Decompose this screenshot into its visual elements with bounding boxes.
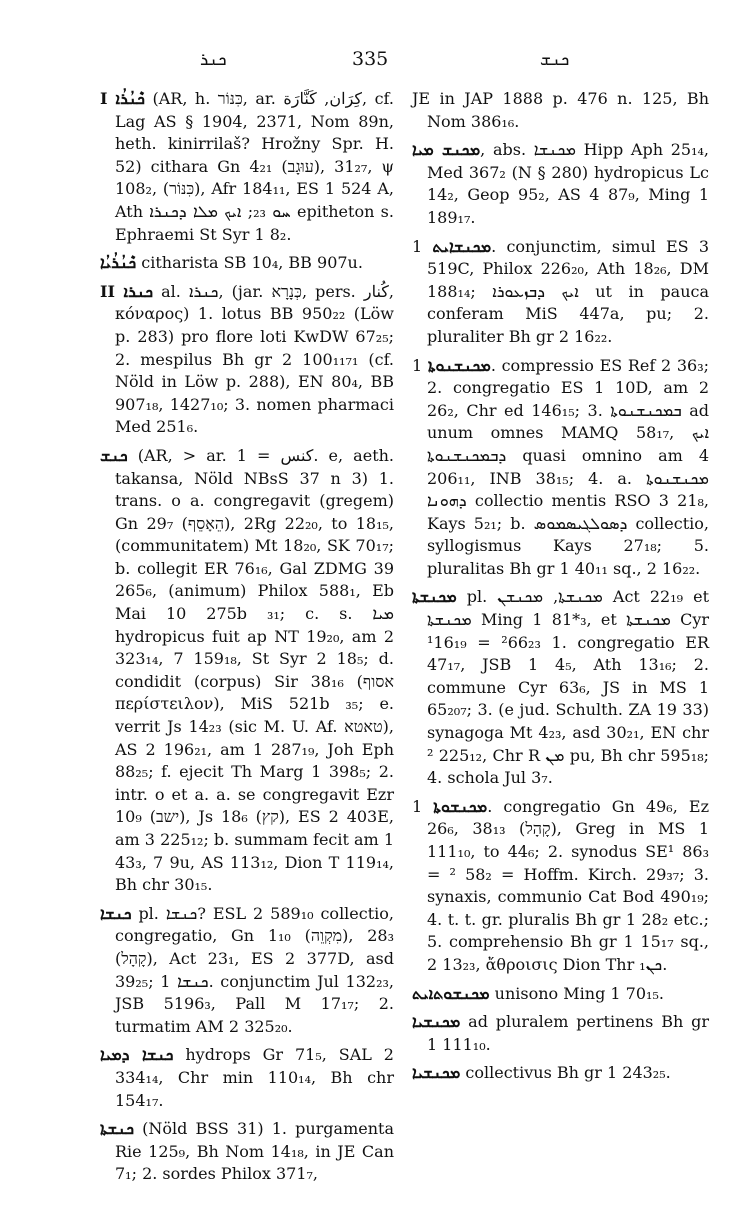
dictionary-entry xyxy=(100,88,394,246)
headword: ܡܟܢܫܝܐ xyxy=(412,1012,461,1032)
dictionary-entry xyxy=(100,252,394,275)
headword: ܡܟܢܫܬܐ xyxy=(412,587,457,607)
headword: ܡܟܢܫܐܝܬ xyxy=(432,236,492,256)
running-head-left: ܟܢܪ xyxy=(200,50,227,70)
entry-text: 1. compressio ES Ref 2 36₃; 2. congregatio ES 1 10D, am 2 26₂, Chr ed 146₁₅; 3. ܒܡܟܢܫܢܘܬܐ ad unum omnes MAMQ 58₁₇, ܐܝܟ ܕܒܡܟܢܫܢܘܬܐ quasi omnino am 4 206₁₁, INB 38₁₅; 4. a. ܡܟܢܫܢܘܬܐ ܕܗܘܢܐ collectio mentis RSO 3 21₈, Kays 5₂₁; b. ܕܣܘܠܓܝܣܡܘܣ collectio, syllogismus Kays 27₁₈; 5. pluralitas Bh gr 1 40₁₁ sq., 2 16₂₂. xyxy=(412,355,709,578)
dictionary-entry xyxy=(100,1118,394,1186)
dictionary-entry xyxy=(412,983,709,1006)
dictionary-entry xyxy=(412,355,709,581)
dictionary-entry xyxy=(100,903,394,1039)
dictionary-entry xyxy=(100,281,394,439)
entry-text: hydrops Gr 71₅, SAL 2 334₁₄, Chr min 110₁₄, Bh chr 154₁₇. xyxy=(115,1045,394,1110)
headword: ܟܢܫܬܐ xyxy=(100,1119,135,1139)
headword: ܟܢܫܐ xyxy=(100,903,132,923)
dictionary-entry xyxy=(412,1011,709,1056)
headword: II ܟܢܪܐ xyxy=(100,281,154,301)
headword: ܡܟܢܫܘܬܐܝܬ xyxy=(412,983,490,1003)
headword: I ܟܶܢܳܪܳܐ xyxy=(100,89,145,108)
dictionary-entry xyxy=(100,445,394,897)
dictionary-entry xyxy=(100,1044,394,1112)
entry-text: (AR, h. כִּנּוֹר, ar. كِرَان, كَنَّارَة, cf. Lag AS § 1904, 2371, Nom 89n, heth. kinirrilaš? Hrožny Spr. H. 52) cithara Gn 4₂₁ (עוּגָב), 31₂₇, ψ 108₂, (כִּנּוֹר), Afr 184₁₁, ES 1 524 A, Ath ܚܘ ₂₃; ܐܝܟ ܡܠܐ ܕܟܢܪܐ epitheton s. Ephraemi St Syr 1 8₂. xyxy=(115,89,394,244)
headword: ܡܟܢܫܢܘܬܐ xyxy=(427,355,491,375)
right-column xyxy=(412,88,709,1085)
entry-text: , abs. ܡܟܢܫܐ Hipp Aph 25₁₄, Med 367₂ (N § 280) hydropicus Lc 14₂, Geop 95₂, AS 4 87₉, Ming 1 189₁₇. xyxy=(427,140,710,227)
entry-text: collectivus Bh gr 1 243₂₅. xyxy=(465,1063,671,1083)
entry-text: 1. congregatio Gn 49₆, Ez 26₆, 38₁₃ (קָהָל), Greg in MS 1 111₁₀, to 44₆; 2. synodus SE¹ 86₃ = ² 58₂ = Hoffm. Kirch. 29₃₇; 3. synaxis, communio Cat Bod 490₁₉; 4. t. t. gr. pluralis Bh gr 1 28₂ etc.; 5. comprehensio Bh gr 1 15₁₇ sq., 2 13₂₃, ἄθροισις Dion Thr ܟܢ₁. xyxy=(412,796,709,974)
dictionary-entry xyxy=(412,796,709,977)
entry-text: pl. ܟܢܫܐ? ESL 2 589₁₀ collectio, congregatio, Gn 1₁₀ (מִקְוֵה), 28₃ (קָהָל), Act 23₁, ES 2 377D, asd 39₂₅; ܟܢܫܐ 1. conjunctim Jul 132₂₃, JSB 5196₃, Pall M 17₁₇; 2. turmatim AM 2 325₂₀. xyxy=(115,903,395,1036)
entry-text: citharista SB 10₄, BB 907u. xyxy=(141,253,363,273)
entry-text: JE in JAP 1888 p. 476 n. 125, Bh Nom 386₁₆. xyxy=(412,89,709,131)
entry-text: unisono Ming 1 70₁₅. xyxy=(494,983,664,1003)
dictionary-entry-continued xyxy=(412,88,709,133)
headword: ܡܟܢܫܘܬܐ xyxy=(433,796,488,816)
headword: ܡܟܢܫ ܡܝܐ xyxy=(412,140,481,160)
page-header xyxy=(0,48,750,78)
entry-text: ad pluralem pertinens Bh gr 1 111₁₀. xyxy=(427,1012,709,1054)
entry-text: al. ܟܢܪܐ, (jar. כְּנָרָא, pers. کُنار, κόναρος) 1. lotus BB 950₂₂ (Löw p. 283) pro flore loti KwDW 67₂₅; 2. mespilus Bh gr 2 100₁₁₇₁ (cf. Nöld in Löw p. 288), EN 80₄, BB 907₁₈, 1427₁₀; 3. nomen pharmaci Med 251₆. xyxy=(115,281,394,437)
running-head-right: ܟܢܫ xyxy=(540,50,570,70)
dictionary-entry xyxy=(412,139,709,229)
dictionary-entry xyxy=(412,236,709,349)
entry-text: 1. conjunctim, simul ES 3 519C, Philox 226₂₀, Ath 18₂₆, DM 188₁₄; ܐܝܟ ܕܒܙܥܘܪܐ ut in pauca conferam MiS 447a, pu; 2. pluraliter Bh gr 2 16₂₂. xyxy=(412,236,709,346)
headword: ܡܟܢܫܝܐ xyxy=(412,1063,461,1083)
headword: ܟܢܫ xyxy=(100,445,128,465)
dictionary-entry xyxy=(412,586,709,789)
entry-text: (AR, > ar. كنس = 1. e, aeth. takansa, Nöld NBsS 37 n 3) 1. trans. o a. congregavit (gregem) Gn 29₇ (הֵאָסֵף), 2Rg 22₂₀, to 18₁₅, (communitatem) Mt 18₂₀, SK 70₁₇; b. collegit ER 76₁₆, Gal ZDMG 39 265₆, (animum) Philox 588₁, Eb Mai 10 275b ₃₁; c. s. ܡܝܐ hydropicus fuit ap NT 19₂₀, am 2 323₁₄, 7 159₁₈, St Syr 2 18₅; d. condidit (corpus) Sir 38₁₆ (אסוף περίστειλον), MiS 521b ₃₅; e. verrit Js 14₂₃ (sic M. U. Af. טאטא), AS 2 196₂₁, am 1 287₁₉, Joh Eph 88₂₅; f. ejecit Th Marg 1 398₅; 2. intr. o et a. a. se congregavit Ezr 10₉ (ישב), Js 18₆ (קץ), ES 2 403E, am 3 225₁₂; b. summam fecit am 1 43₃, 7 9u, AS 113₁₂, Dion T 119₁₄, Bh chr 30₁₅. xyxy=(115,445,395,895)
dictionary-entry xyxy=(412,1062,709,1085)
headword: ܟܢܫܐ ܕܡܝܐ xyxy=(100,1045,174,1065)
entry-text: (Nöld BSS 31) 1. purgamenta Rie 125₉, Bh Nom 14₁₈, in JE Can 7₁; 2. sordes Philox 371₇, xyxy=(115,1119,394,1184)
headword: ܟܶܢܳܪܳܝܳܐ xyxy=(100,253,137,273)
entry-text: pl. ܡܟܢܫܬܐ, ܡܟܢܫܢ Act 22₁₉ et ܡܟܢܫܬܐ Ming 1 81*₃, et ܡܟܢܫܬܐ Cyr ¹16₁₉ = ²66₂₃ 1. congregatio ER 47₁₇, JSB 1 4₅, Ath 13₁₆; 2. commune Cyr 63₆, JS in MS 1 65₂₀₇; 3. (e jud. Schulth. ZA 19 33) synagoga Mt 4₂₃, asd 30₂₁, EN chr ² 225₁₂, Chr R ܡܢ pu, Bh chr 595₁₈; 4. schola Jul 3₇. xyxy=(427,587,710,788)
page-number: 335 xyxy=(352,48,389,70)
left-column xyxy=(100,88,394,1186)
